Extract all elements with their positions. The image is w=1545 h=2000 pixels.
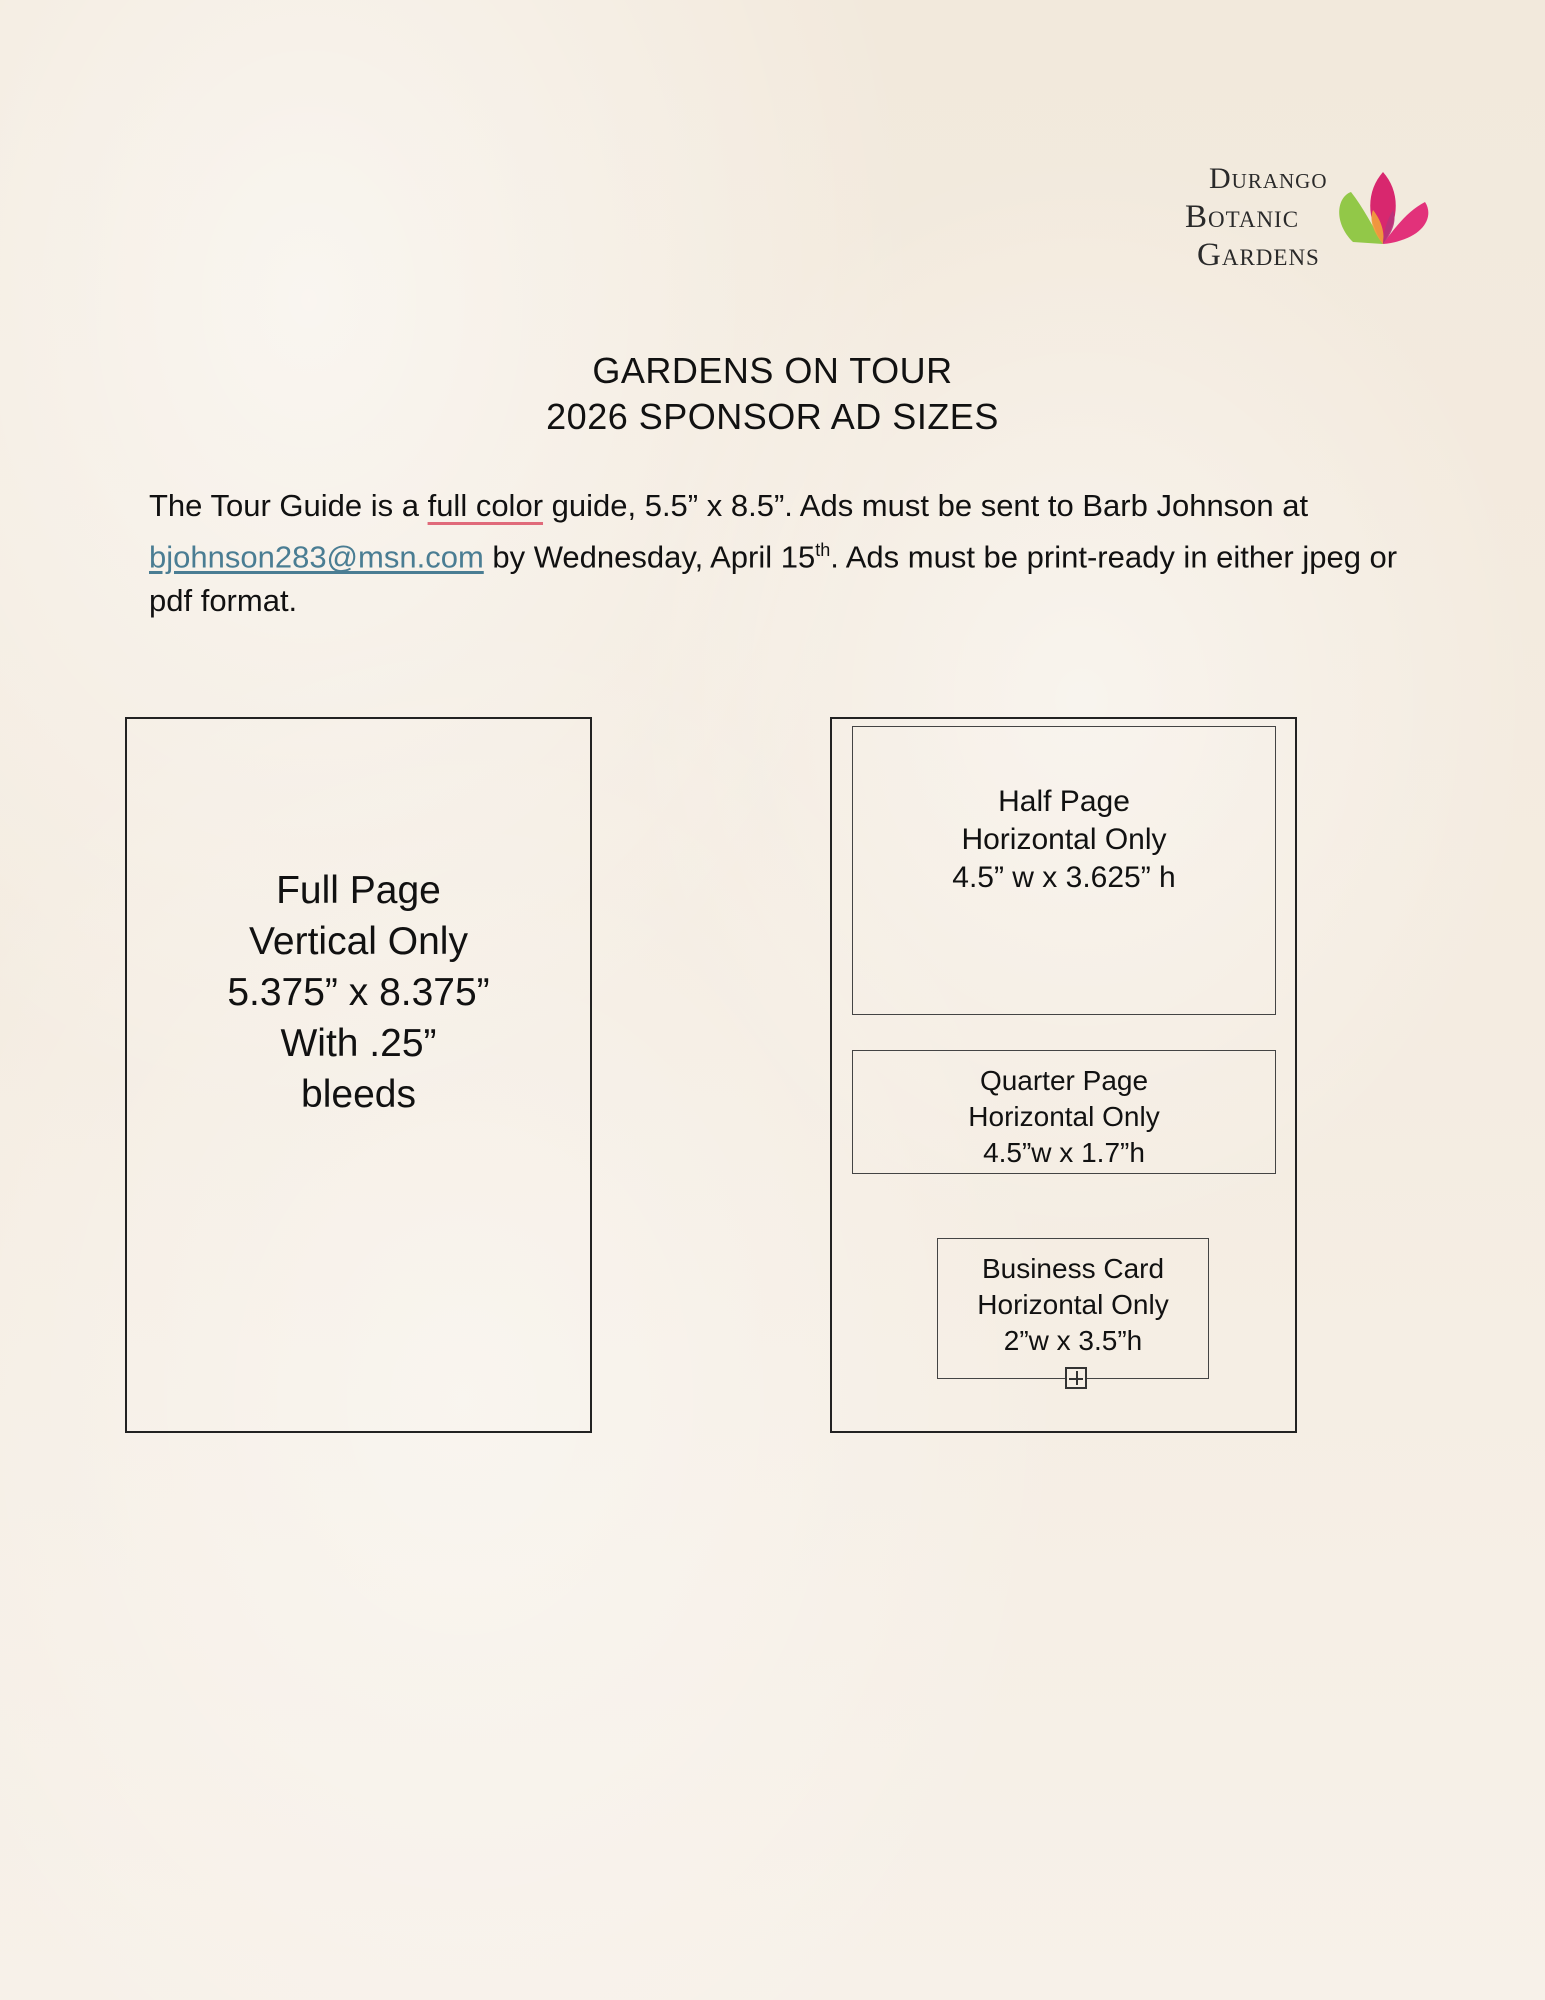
- title-line-1: GARDENS ON TOUR: [592, 350, 953, 391]
- quarter-page-line-1: Quarter Page: [979, 1065, 1149, 1096]
- intro-text-1: The Tour Guide is a: [149, 488, 428, 523]
- business-card-ad-label: [938, 1251, 1208, 1359]
- intro-text-3: by Wednesday, April 15: [483, 539, 816, 575]
- full-page-line-3: 5.375” x 8.375”: [227, 971, 490, 1014]
- logo-line-2: Botanic: [1185, 199, 1300, 235]
- full-page-ad-label: [127, 865, 590, 1120]
- intro-paragraph: [149, 484, 1409, 623]
- lotus-flower-icon: [1333, 172, 1437, 252]
- title-line-2: 2026 SPONSOR AD SIZES: [546, 396, 999, 437]
- intro-text-2: guide, 5.5” x 8.5”. Ads must be sent to Barb Johnson at: [543, 488, 1309, 523]
- business-card-line-1: Business Card: [981, 1253, 1165, 1284]
- full-page-line-2: Vertical Only: [249, 920, 468, 963]
- intro-text-4: . Ads must be print-ready in either jpeg or pdf format.: [149, 539, 1398, 619]
- quarter-page-ad-label: [853, 1063, 1275, 1171]
- date-suffix: th: [815, 540, 831, 560]
- partial-ads-page-box: [830, 717, 1297, 1433]
- quarter-page-line-3: 4.5”w x 1.7”h: [983, 1137, 1145, 1168]
- move-handle-icon[interactable]: [1065, 1367, 1087, 1389]
- page-title: [0, 348, 1545, 440]
- full-color-highlight: full color: [427, 488, 544, 523]
- logo: [1185, 160, 1445, 280]
- full-page-ad-box: [125, 717, 592, 1433]
- business-card-line-2: Horizontal Only: [977, 1289, 1169, 1320]
- business-card-ad-box[interactable]: [937, 1238, 1209, 1379]
- quarter-page-line-2: Horizontal Only: [968, 1101, 1160, 1132]
- half-page-ad-box: [852, 726, 1276, 1015]
- full-page-line-5: bleeds: [301, 1073, 416, 1116]
- logo-line-3: Gardens: [1197, 237, 1320, 273]
- half-page-ad-label: [853, 783, 1275, 897]
- quarter-page-ad-box: [852, 1050, 1276, 1174]
- full-page-line-4: With .25”: [280, 1022, 437, 1065]
- half-page-line-3: 4.5” w x 3.625” h: [952, 861, 1176, 894]
- logo-text: [1185, 160, 1328, 274]
- email-link[interactable]: bjohnson283@msn.com: [149, 539, 484, 575]
- full-page-line-1: Full Page: [276, 869, 441, 912]
- business-card-line-3: 2”w x 3.5”h: [1003, 1325, 1143, 1356]
- logo-line-1: Durango: [1209, 162, 1328, 195]
- half-page-line-2: Horizontal Only: [961, 823, 1167, 856]
- half-page-line-1: Half Page: [998, 785, 1130, 818]
